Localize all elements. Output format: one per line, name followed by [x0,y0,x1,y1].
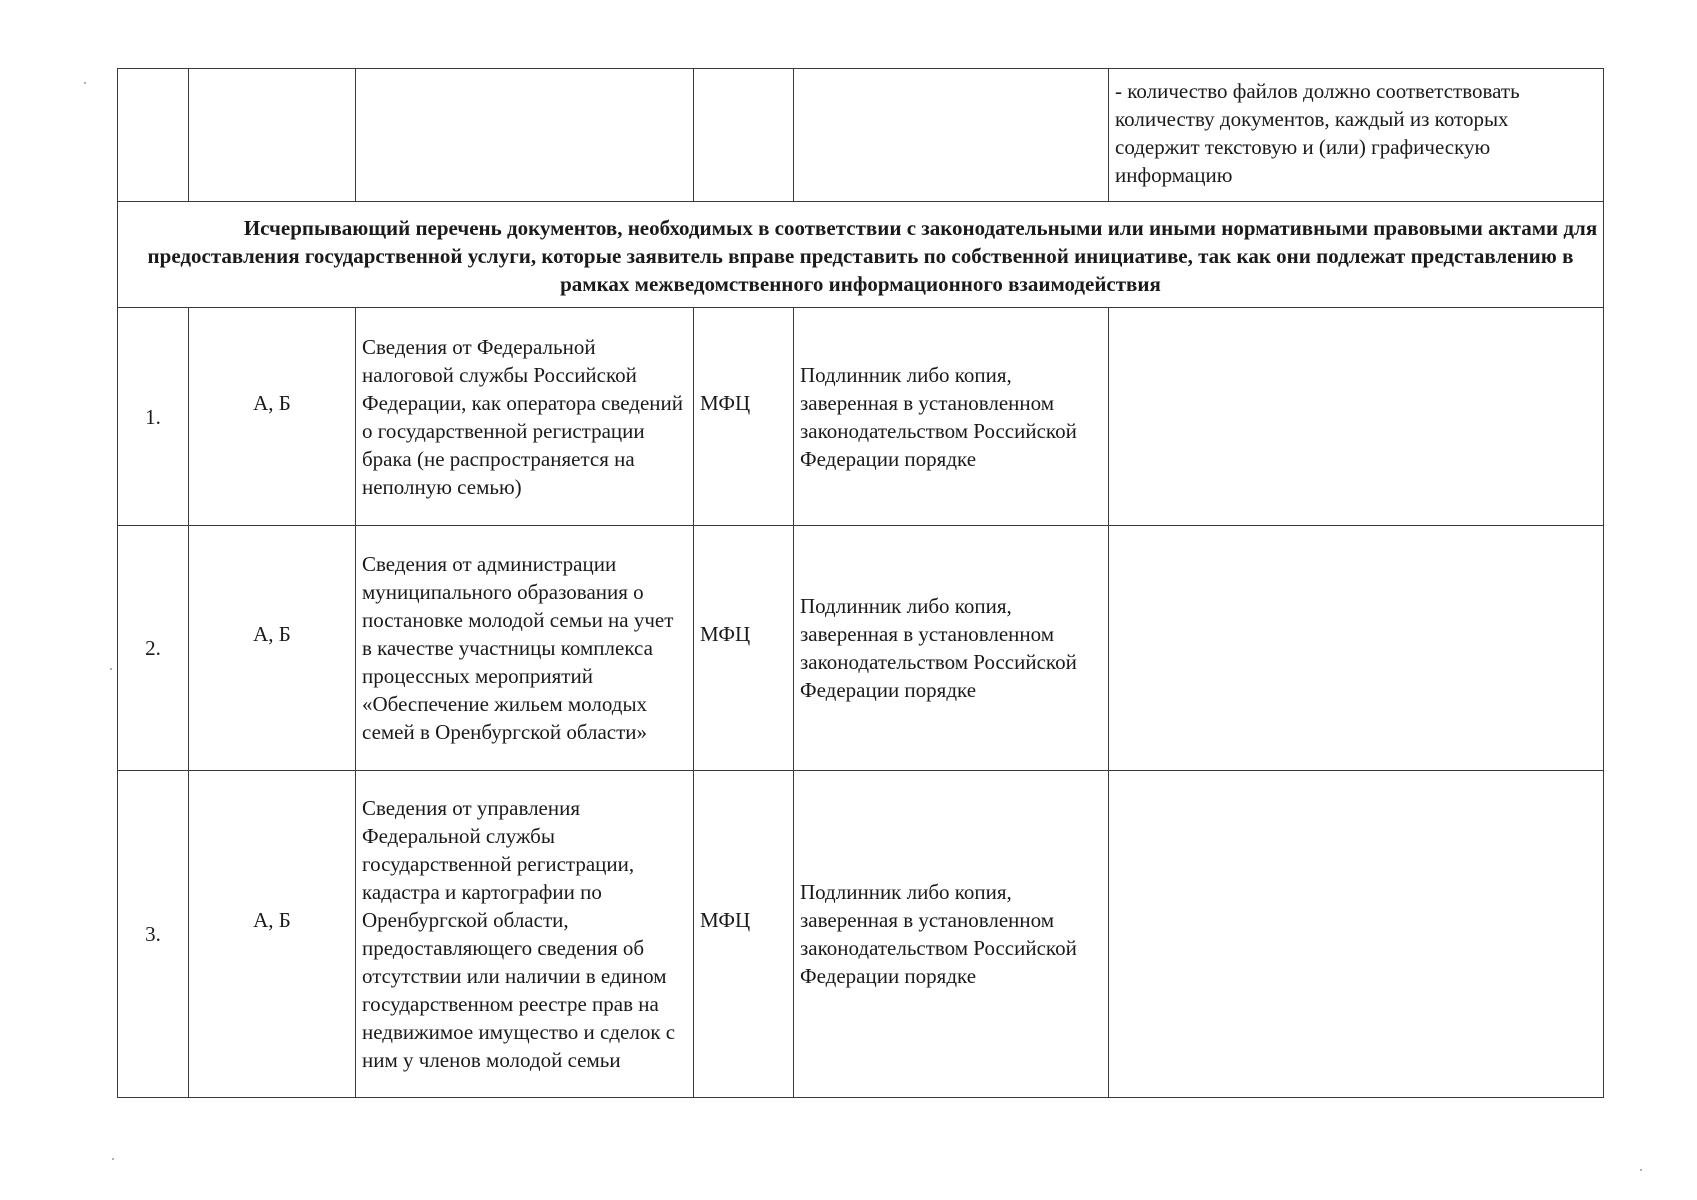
document-form: Подлинник либо копия, заверенная в установленном законодательством Российской Федерации порядке [794,771,1109,1098]
cell-empty [356,69,694,202]
documents-table [117,68,1604,1098]
table-row-continued [118,69,1604,202]
table-row [118,771,1604,1098]
scan-speck [112,1158,114,1160]
cell-empty [118,69,189,202]
submission-place: МФЦ [694,526,794,771]
document-name: Сведения от администрации муниципального образования о постановке молодой семьи на учет в качестве участницы комплекса процессных мероприятий «Обеспечение жильем молодых семей в Оренбургской области» [356,526,694,771]
document-name: Сведения от управления Федеральной службы государственной регистрации, кадастра и картографии по Оренбургской области, предоставляющего сведения об отсутствии или наличии в едином государственном реестре прав на недвижимое имущество и сделок с ним у членов молодой семьи [356,771,694,1098]
applicant-category: А, Б [189,526,356,771]
cell-empty [694,69,794,202]
scan-speck [110,668,112,670]
applicant-category: А, Б [189,308,356,526]
document-notes [1109,771,1604,1098]
document-form: Подлинник либо копия, заверенная в установленном законодательством Российской Федерации порядке [794,526,1109,771]
scan-speck [1640,1169,1642,1171]
scan-speck [84,82,86,84]
document-form: Подлинник либо копия, заверенная в установленном законодательством Российской Федерации порядке [794,308,1109,526]
document-notes [1109,308,1604,526]
table-row [118,526,1604,771]
file-count-note: - количество файлов должно соответствовать количеству документов, каждый из которых содержит текстовую и (или) графическую информацию [1109,69,1604,202]
submission-place: МФЦ [694,771,794,1098]
row-number: 3. [118,771,189,1098]
row-number: 1. [118,308,189,526]
section-heading-row [118,202,1604,308]
cell-empty [189,69,356,202]
row-number: 2. [118,526,189,771]
cell-empty [794,69,1109,202]
applicant-category: А, Б [189,771,356,1098]
document-notes [1109,526,1604,771]
submission-place: МФЦ [694,308,794,526]
document-name: Сведения от Федеральной налоговой службы Российской Федерации, как оператора сведений о государственной регистрации брака (не распространяется на неполную семью) [356,308,694,526]
table-row [118,308,1604,526]
section-heading: Исчерпывающий перечень документов, необходимых в соответствии с законодательными или иными нормативными правовыми актами для предоставления государственной услуги, которые заявитель вправе представить по собственной инициативе, так как они подлежат представлению в рамках межведомственного информационного взаимодействия [118,202,1604,308]
